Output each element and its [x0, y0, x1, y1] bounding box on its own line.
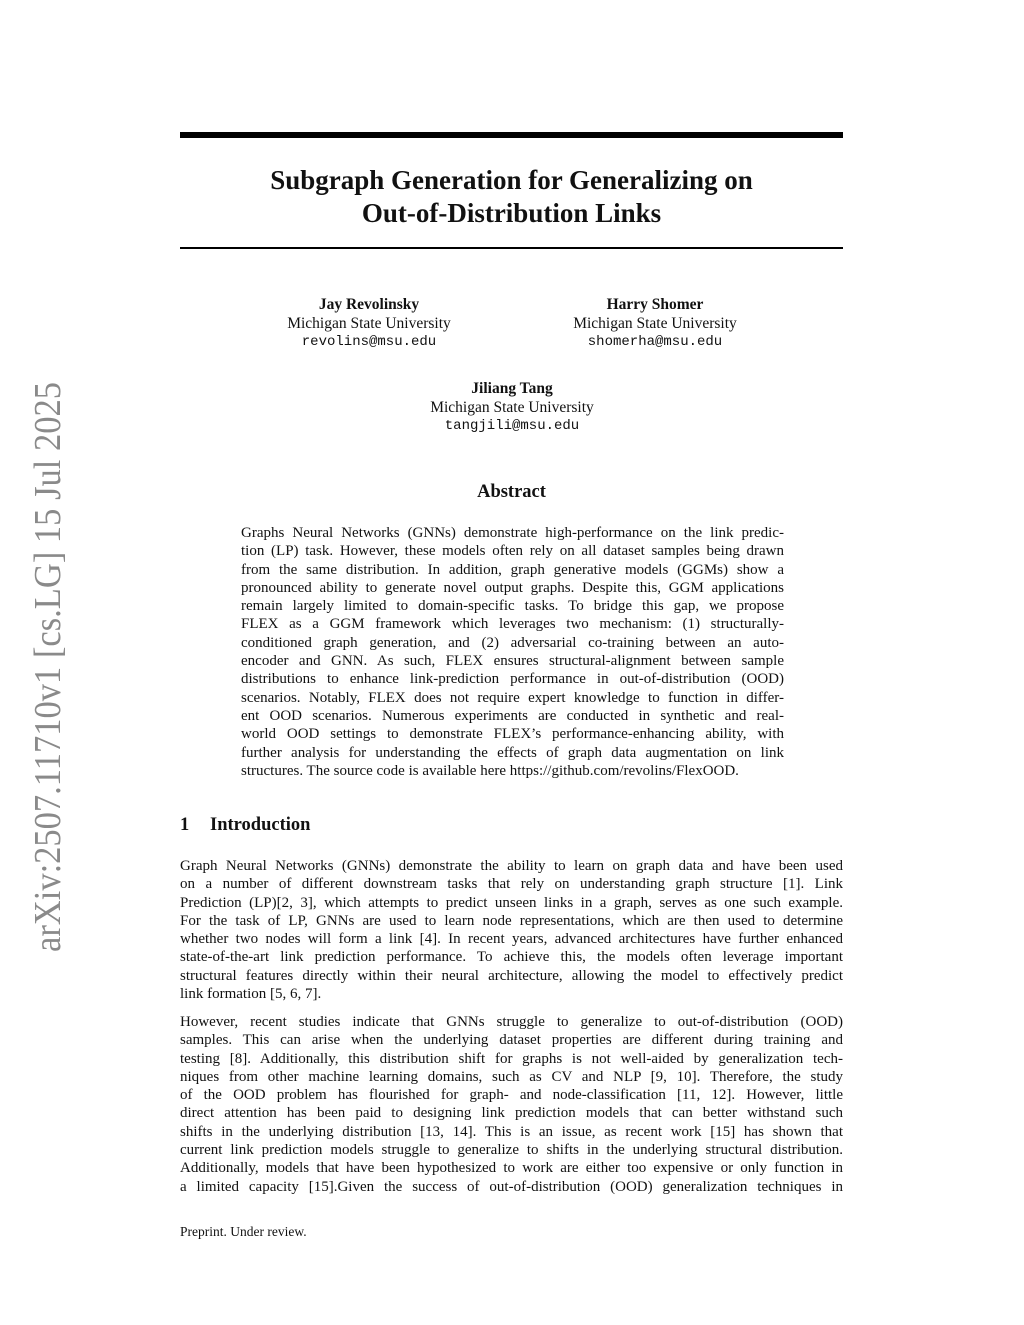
paragraph-line: testing [8]. Additionally, this distribution shift for graphs is not well-aided by generalization tech- — [180, 1050, 843, 1067]
paragraph-line: on a number of different downstream tasks that rely on understanding graph structure [1]. Link — [180, 876, 843, 893]
paragraph-line: samples. This can arise when the underlying dataset properties are different during training and — [180, 1032, 843, 1049]
section-number: 1 — [180, 815, 190, 835]
abstract-line: remain largely limited to domain-specific tasks. To bridge this gap, we propose — [241, 598, 784, 615]
paragraph-line: For the task of LP, GNNs are used to learn node representations, which are then used to determine — [180, 912, 843, 929]
section-heading-introduction — [180, 815, 310, 836]
abstract-line: FLEX as a GGM framework which leverages two mechanism: (1) structurally- — [241, 616, 784, 633]
paragraph-line: of the OOD problem has flourished for graph- and node-classification [11, 12]. However, little — [180, 1087, 843, 1104]
intro-paragraph — [180, 857, 843, 1003]
author-block — [525, 295, 785, 352]
paragraph-line: whether two nodes will form a link [4]. In recent years, advanced architectures have further enhanced — [180, 931, 843, 948]
abstract-line: world OOD settings to demonstrate FLEX’s performance-enhancing ability, with — [241, 726, 784, 743]
paper-title-line: Subgraph Generation for Generalizing on — [270, 165, 753, 195]
abstract-heading: Abstract — [477, 482, 546, 502]
arxiv-identifier-svg — [16, 324, 74, 952]
abstract-line: structures. The source code is available here https://github.com/revolins/FlexOOD. — [241, 762, 739, 779]
paragraph-line: shifts in the underlying distribution [13, 14]. This is an issue, as recent work [15] has shown that — [180, 1123, 843, 1140]
abstract-line: from the same distribution. In addition, graph generative models (GGMs) show a — [241, 561, 784, 578]
footer-note: Preprint. Under review. — [180, 1224, 307, 1239]
paragraph-line: However, recent studies indicate that GNNs struggle to generalize to out-of-distribution (OOD) — [180, 1014, 843, 1030]
author-name: Jiliang Tang — [471, 380, 553, 397]
paragraph-line: Graph Neural Networks (GNNs) demonstrate the ability to learn on graph data and have been used — [180, 858, 843, 874]
paragraph-line: state-of-the-art link prediction performance. To achieve this, the models often leverage important — [180, 949, 843, 966]
abstract-line: further analysis for understanding the effects of graph data augmentation on link — [241, 744, 784, 761]
author-email[interactable]: tangjili@msu.edu — [444, 418, 580, 434]
abstract-line: encoder and GNN. As such, FLEX ensures structural-alignment between sample — [241, 653, 784, 670]
abstract-line: tion (LP) task. However, these models often rely on all dataset samples being drawn — [241, 543, 784, 560]
title-rule-top — [180, 132, 843, 138]
author-name: Jay Revolinsky — [318, 296, 420, 313]
arxiv-identifier — [16, 324, 74, 952]
abstract-body — [241, 524, 784, 780]
paper-title — [180, 164, 843, 230]
paragraph-line: niques from other machine learning domains, such as CV and NLP [9, 10]. Therefore, the study — [180, 1068, 843, 1085]
author-block — [239, 295, 499, 352]
paragraph-line: Additionally, models that have been hypothesized to work are either too expensive or only function in — [180, 1160, 843, 1177]
abstract-line: distributions to enhance link-prediction performance in out-of-distribution (OOD) — [241, 671, 784, 688]
author-email[interactable]: shomerha@msu.edu — [587, 334, 723, 350]
abstract-line: pronounced ability to generate novel output graphs. Despite this, GGM applications — [241, 579, 784, 596]
intro-paragraph — [180, 1013, 843, 1196]
abstract-line: scenarios. Notably, FLEX does not require expert knowledge to function in differ- — [241, 689, 784, 706]
abstract-line: ent OOD scenarios. Numerous experiments are conducted in synthetic and real- — [241, 707, 784, 724]
author-affiliation: Michigan State University — [430, 399, 594, 416]
author-affiliation: Michigan State University — [287, 315, 451, 332]
section-title: Introduction — [210, 815, 311, 835]
paragraph-line: Prediction (LP)[2, 3], which attempts to predict unseen links in a graph, serves as one such example. — [180, 894, 843, 911]
paper-title-line: Out-of-Distribution Links — [361, 198, 662, 228]
title-rule-bottom — [180, 247, 843, 249]
abstract-line: Graphs Neural Networks (GNNs) demonstrate high-performance on the link predic- — [241, 525, 784, 541]
author-affiliation: Michigan State University — [573, 315, 737, 332]
paragraph-line: a limited capacity [15].Given the success of out-of-distribution (OOD) generalization techniques in — [180, 1178, 843, 1195]
paragraph-line: link formation [5, 6, 7]. — [180, 986, 322, 1003]
paragraph-line: current link prediction models struggle to generalize to shifts in the underlying structural distribution. — [180, 1142, 843, 1159]
paragraph-line: direct attention has been paid to designing link prediction models that can better withstand such — [180, 1105, 843, 1122]
paragraph-line: structural features directly within their neural architecture, allowing the model to effectively predict — [180, 967, 843, 984]
author-block — [382, 379, 642, 436]
arxiv-identifier-text: arXiv:2507.11710v1 [cs.LG] 15 Jul 2025 — [27, 324, 69, 952]
abstract-line: conditioned graph generation, and (2) adversarial co-training between an auto- — [241, 634, 784, 651]
author-email[interactable]: revolins@msu.edu — [301, 334, 437, 350]
author-name: Harry Shomer — [606, 296, 704, 313]
